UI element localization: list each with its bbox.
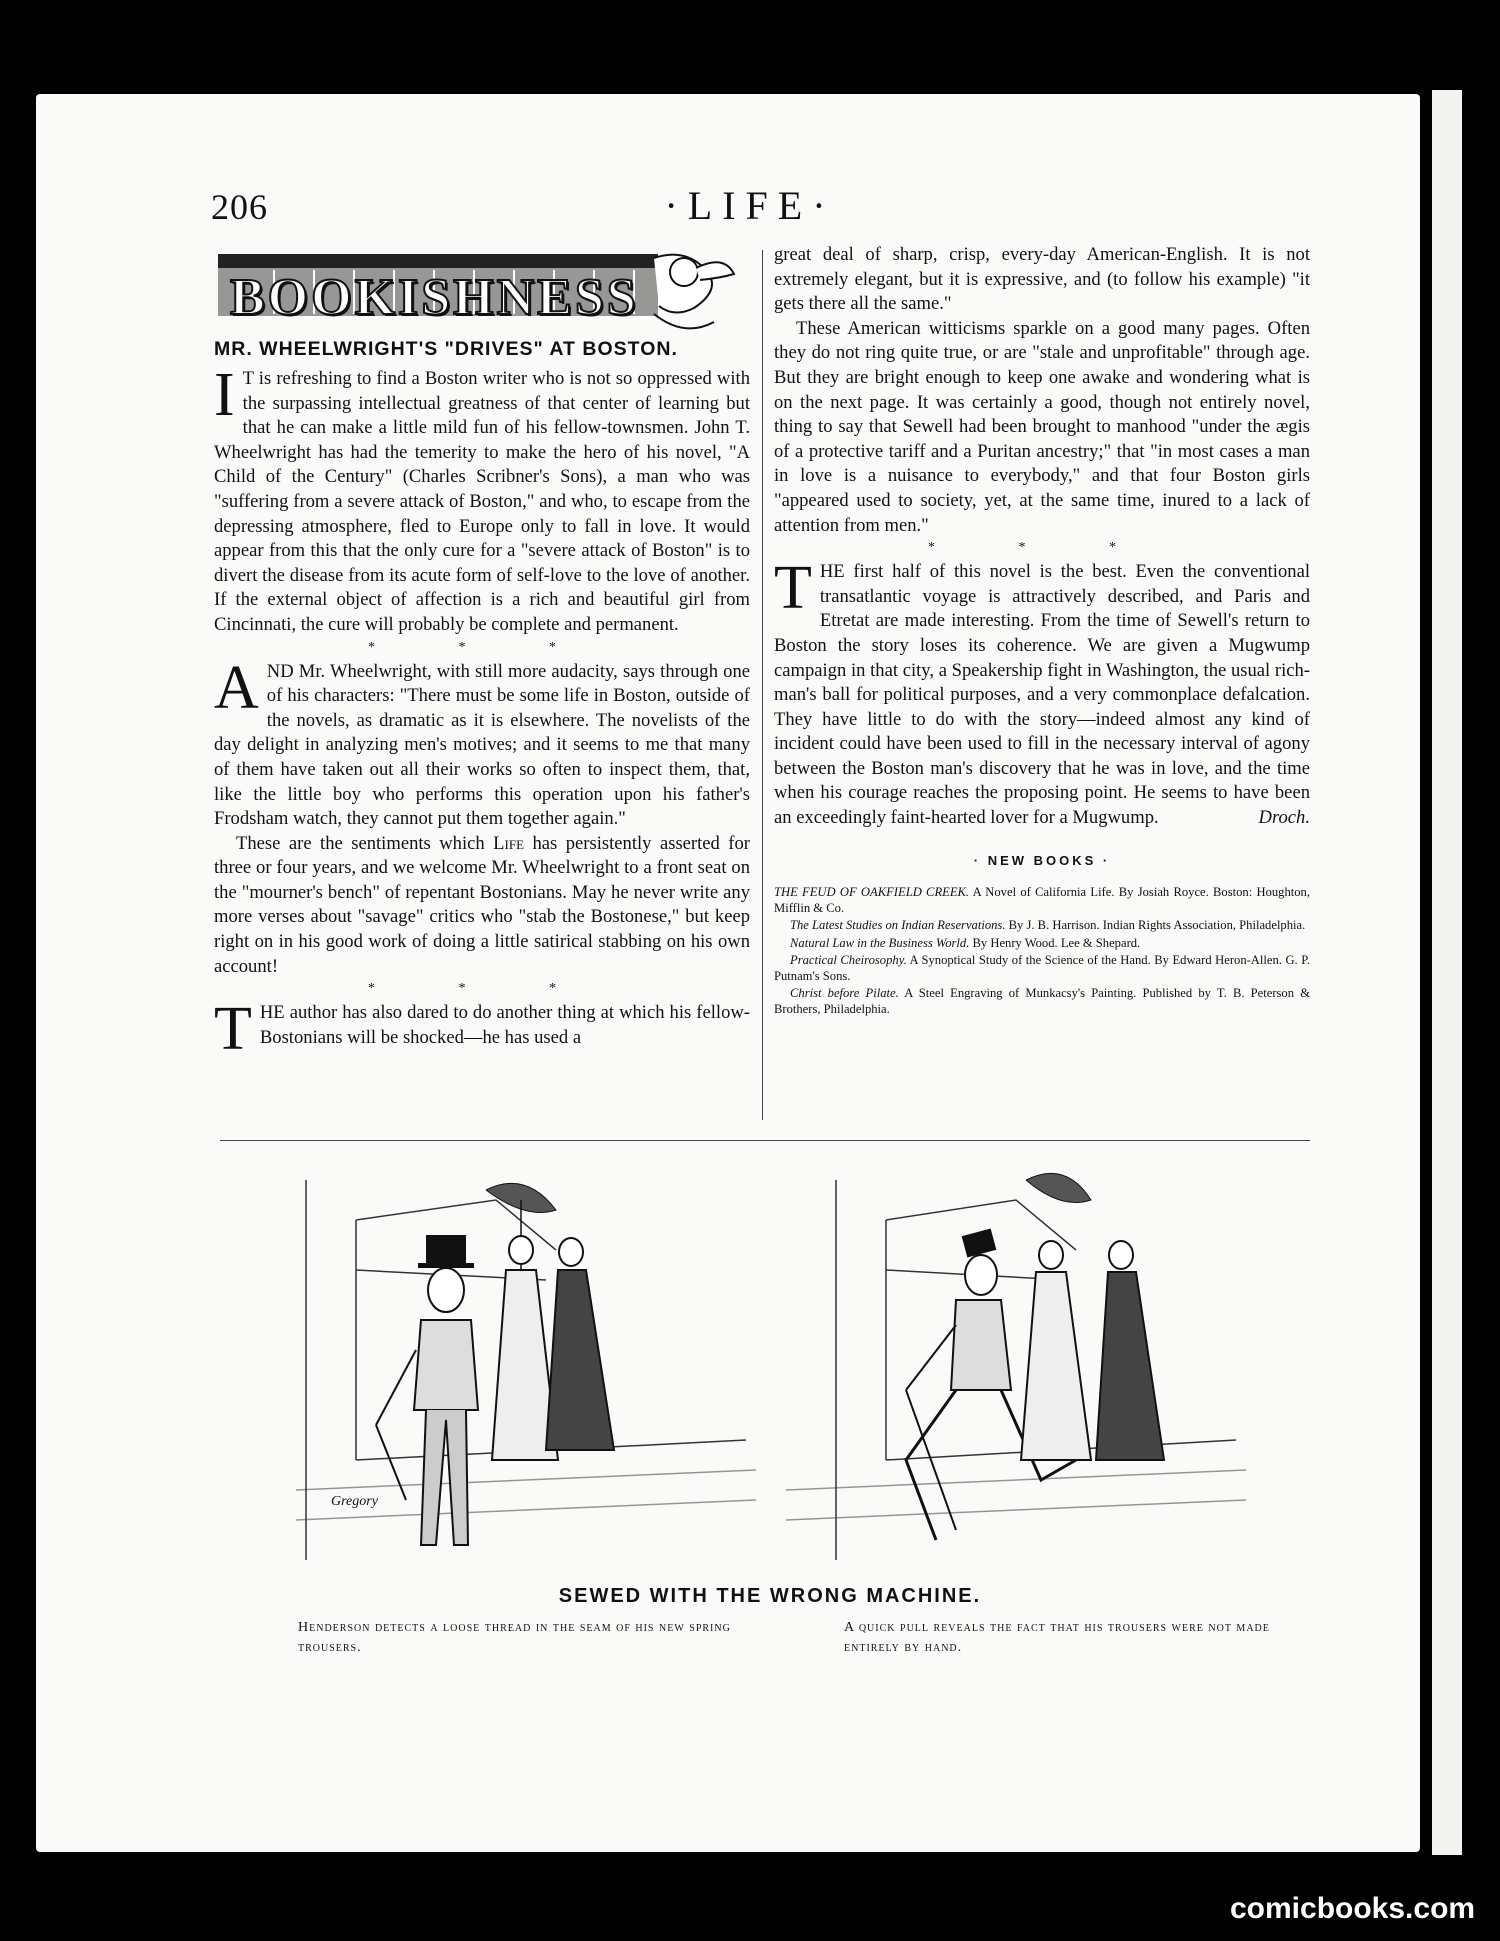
page-number: 206: [211, 187, 268, 227]
book-title: THE FEUD OF OAKFIELD CREEK.: [774, 885, 970, 900]
book-entry: [774, 885, 1310, 916]
paragraph-6: These American witticisms sparkle on a good many pages. Often they do not ring quite true, or are "stale and unprofitable" through age. But they are bright enough to keep one awake and wondering what is on the next page. It was certainly a good, though not entirely novel, thing to say that Sewell had been brought to manhood "under the ægis of a protective tariff and a Puritan ancestry;" that "in most cases a man in love is a nuisance to everybody," and that four Boston girls "appeared used to society, yet, at the same time, inured to a lack of attention from men.": [774, 317, 1310, 536]
book-details: A Synoptical Study of the Science of the Hand. By Edward Heron-Allen. G. P. Putnam's Sons.: [774, 953, 1310, 983]
life-reference: Life: [493, 832, 525, 854]
paragraph-3: [214, 832, 750, 980]
paragraph-2: [214, 653, 750, 832]
cartoon-drawing-icon: [296, 1160, 756, 1560]
book-details: By J. B. Harrison. Indian Rights Association, Philadelphia.: [1005, 918, 1306, 933]
cartoon-caption-right: A quick pull reveals the fact that his trousers were not made entirely by hand.: [844, 1620, 1270, 1655]
article-heading: MR. WHEELWRIGHT'S "DRIVES" AT BOSTON.: [214, 338, 678, 360]
column-divider: [762, 250, 763, 1120]
horizontal-rule: [220, 1140, 1310, 1141]
drop-cap: I: [214, 361, 235, 429]
paragraph-5: great deal of sharp, crisp, every-day American-English. It is not extremely elegant, but it is expressive, and (to follow his example) "it gets there all the same.": [774, 244, 1310, 315]
banner-title: BOOKISHNESS: [230, 269, 639, 326]
book-details: By Henry Wood. Lee & Shepard.: [969, 935, 1141, 950]
drop-cap: T: [214, 995, 252, 1064]
book-title: Practical Cheirosophy.: [790, 953, 907, 968]
masthead: ·LIFE·: [664, 183, 836, 228]
section-stars: * * *: [928, 540, 1156, 556]
paragraph-text: ND Mr. Wheelwright, with still more audacity, says through one of his characters: "There must be some life in Boston, outside of the novels, as dramatic as it is elsewhere. The novelists of the day delight in analyzing men's motives; and it seems to me that many of them have taken out all their works so often to inspect them, that, like the little boy who performs this operation upon his father's Frodsham watch, they cannot put them together again.": [214, 660, 750, 830]
book-entry: [774, 986, 1310, 1017]
artist-signature: Gregory: [331, 1494, 378, 1509]
cartoon-panel-left: [296, 1160, 756, 1560]
bookishness-banner: [214, 248, 744, 340]
site-watermark: comicbooks.com: [1230, 1892, 1476, 1925]
cartoon-title: SEWED WITH THE WRONG MACHINE.: [558, 1585, 982, 1607]
paragraph-7: [774, 554, 1310, 831]
new-books-title: · NEW BOOKS ·: [973, 852, 1111, 868]
right-column: [774, 243, 1310, 1019]
book-details: A Steel Engraving of Munkacsy's Painting. Published by T. B. Peterson & Brothers, Philadelphia.: [774, 986, 1310, 1016]
author-signature: Droch.: [1258, 807, 1310, 829]
book-details: A Novel of California Life. By Josiah Royce. Boston: Houghton, Mifflin & Co.: [774, 885, 1311, 915]
section-stars: * * *: [368, 639, 596, 655]
paragraph-text: T is refreshing to find a Boston writer who is not so oppressed with the surpassing intellectual greatness of that center of learning but that he can make a little mild fun of his fellow-townsmen. John T. Wheelwright has had the temerity to make the hero of his novel, "A Child of the Century" (Charles Scribner's Sons), a man who was "suffering from a severe attack of Boston," and who, to escape from the depressing atmosphere, fled to Europe only to fall in love. It would appear from this that the only cure for a "severe attack of Boston" is to divert the disease from its acute form of self-love to the love of another. If the external object of affection is a rich and beautiful girl from Cincinnati, the cure will probably be complete and permanent.: [214, 368, 750, 635]
book-entry: [774, 953, 1310, 984]
cartoon-drawing-icon: [786, 1160, 1246, 1560]
paragraph-text: HE author has also dared to do another thing at which his fellow-Bostonians will be shocked—he has used a: [259, 1002, 750, 1048]
adjacent-page-edge: [1432, 90, 1462, 1855]
paragraph-text: These are the sentiments which: [236, 832, 494, 854]
paragraph-text: HE first half of this novel is the best. Even the conventional transatlantic voyage is attractively described, and Paris and Etretat are made interesting. From the time of Sewell's return to Boston the story loses its coherence. We are given a Mugwump campaign in that city, a Speakership fight in Washington, the usual rich-man's ball for political purposes, and a very commonplace defalcation. They have little to do with the story—indeed almost any kind of incident could have been used to fill in the necessary interval of agony between the Boston man's discovery that he was in love, and the time when his courage reaches the proposing point. He seems to have been an exceedingly faint-hearted lover for a Mugwump.: [774, 561, 1310, 829]
new-books-list: [774, 885, 1310, 1017]
book-entry: [774, 936, 1310, 952]
left-column: [214, 361, 750, 1064]
book-title: Natural Law in the Business World.: [790, 935, 970, 950]
drop-cap: T: [774, 554, 812, 623]
cartoon-panel-right: [786, 1160, 1246, 1560]
paragraph-text: has persistently asserted for three or four years, and we welcome Mr. Wheelwright to a front seat on the "mourner's bench" of repentant Bostonians. May he never write any more verses about "savage" critics who "stab the Bostonese," but keep right on in his good work of doing a little satirical stabbing on his own account!: [214, 832, 750, 977]
book-title: Christ before Pilate.: [790, 986, 899, 1001]
book-entry: [774, 918, 1310, 934]
paragraph-4: [214, 995, 750, 1064]
cartoon-caption-left: Henderson detects a loose thread in the seam of his new spring trousers.: [298, 1620, 731, 1655]
section-stars: * * *: [368, 981, 596, 997]
paragraph-1: [214, 361, 750, 638]
book-title: The Latest Studies on Indian Reservations.: [790, 918, 1006, 933]
drop-cap: A: [214, 653, 259, 722]
